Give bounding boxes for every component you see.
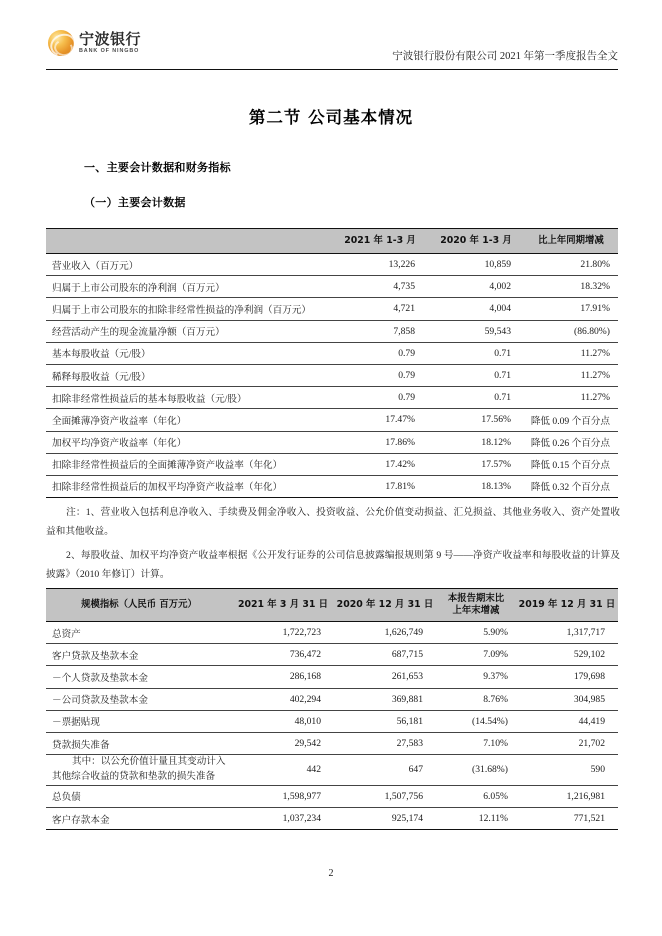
cell-2019-12-31: 21,702 — [516, 732, 618, 754]
cell-2020-12-31: 27,583 — [334, 732, 436, 754]
bank-name-cn: 宁波银行 — [79, 29, 142, 48]
note-2-text: 2、每股收益、加权平均净资产收益率根据《公开发行证券的公司信息披露编报规则第 9 号——净资产收益率和每股收益的计算及披露》（2010 年修订）计算。 — [46, 549, 620, 580]
cell-yoy: 11.27% — [524, 342, 618, 364]
cell-yoy: 降低 0.09 个百分点 — [524, 409, 618, 431]
cell-2021q1: 17.42% — [332, 453, 428, 475]
cell-2021q1: 7,858 — [332, 320, 428, 342]
column-header-yoy-change: 比上年同期增减 — [524, 229, 618, 254]
cell-change: (31.68%) — [436, 755, 516, 786]
row-label-line2: 其他综合收益的贷款和垫款的损失准备 — [52, 770, 216, 782]
cell-2021-03-31: 1,598,977 — [232, 785, 334, 807]
cell-yoy: 11.27% — [524, 387, 618, 409]
cell-yoy: 17.91% — [524, 298, 618, 320]
cell-2020q1: 0.71 — [428, 342, 524, 364]
cell-yoy: 21.80% — [524, 254, 618, 276]
header-divider — [46, 69, 618, 70]
table-notes — [46, 504, 620, 585]
cell-yoy: (86.80%) — [524, 320, 618, 342]
cell-2021q1: 13,226 — [332, 254, 428, 276]
cell-2020q1: 0.71 — [428, 364, 524, 386]
cell-2020-12-31: 925,174 — [334, 808, 436, 830]
cell-2020-12-31: 56,181 — [334, 710, 436, 732]
cell-2021-03-31: 402,294 — [232, 688, 334, 710]
row-label: －公司贷款及垫款本金 — [46, 688, 232, 710]
cell-change: 9.37% — [436, 666, 516, 688]
table-row — [46, 710, 618, 732]
accounting-data-table — [46, 228, 618, 498]
row-label: 归属于上市公司股东的扣除非经常性损益的净利润（百万元） — [46, 298, 332, 320]
cell-2020q1: 17.56% — [428, 409, 524, 431]
heading-main-accounting-data: 一、主要会计数据和财务指标 — [84, 161, 231, 174]
row-label: 总负债 — [46, 785, 232, 807]
cell-2020q1: 10,859 — [428, 254, 524, 276]
cell-yoy: 11.27% — [524, 364, 618, 386]
cell-change: 7.09% — [436, 644, 516, 666]
page-number: 2 — [328, 868, 334, 879]
cell-2019-12-31: 304,985 — [516, 688, 618, 710]
table-row — [46, 688, 618, 710]
cell-change: 8.76% — [436, 688, 516, 710]
cell-2021-03-31: 48,010 — [232, 710, 334, 732]
table-row — [46, 622, 618, 644]
table-row — [46, 644, 618, 666]
cell-2020-12-31: 1,626,749 — [334, 622, 436, 644]
column-header-period-change-line1: 本报告期末比 — [447, 593, 505, 605]
row-label: 客户存款本金 — [46, 808, 232, 830]
table-row — [46, 254, 618, 276]
table-row — [46, 785, 618, 807]
cell-2020q1: 0.71 — [428, 387, 524, 409]
column-header-2020q1: 2020 年 1-3 月 — [428, 229, 524, 254]
note-1-text: 注：1、营业收入包括利息净收入、手续费及佣金净收入、投资收益、公允价值变动损益、汇兑损益、其他业务收入、资产处置收益和其他收益。 — [46, 507, 620, 537]
table-row — [46, 755, 618, 786]
page-title: 第二节 公司基本情况 — [248, 108, 414, 127]
note-2 — [46, 547, 620, 585]
row-label: 全面摊薄净资产收益率（年化） — [46, 409, 332, 431]
cell-2019-12-31: 1,317,717 — [516, 622, 618, 644]
cell-2020q1: 4,002 — [428, 276, 524, 298]
cell-2021q1: 4,721 — [332, 298, 428, 320]
row-label: －票据贴现 — [46, 710, 232, 732]
row-label: 稀释每股收益（元/股） — [46, 364, 332, 386]
cell-2021-03-31: 29,542 — [232, 732, 334, 754]
cell-2019-12-31: 771,521 — [516, 808, 618, 830]
table-row — [46, 409, 618, 431]
cell-2021q1: 17.86% — [332, 431, 428, 453]
page-header — [46, 28, 618, 72]
bank-name-en: BANK OF NINGBO — [79, 47, 140, 54]
cell-2020q1: 18.13% — [428, 475, 524, 497]
cell-change: 7.10% — [436, 732, 516, 754]
cell-2021q1: 17.47% — [332, 409, 428, 431]
cell-2021-03-31: 1,722,723 — [232, 622, 334, 644]
column-header-2021q1: 2021 年 1-3 月 — [332, 229, 428, 254]
cell-change: 12.11% — [436, 808, 516, 830]
column-header-metric — [46, 229, 332, 254]
table-row — [46, 475, 618, 497]
cell-2019-12-31: 590 — [516, 755, 618, 786]
row-label: 扣除非经常性损益后的全面摊薄净资产收益率（年化） — [46, 453, 332, 475]
column-header-period-change-line2: 上年末增减 — [452, 605, 500, 616]
row-label: 扣除非经常性损益后的加权平均净资产收益率（年化） — [46, 475, 332, 497]
column-header-2021-03-31: 2021 年 3 月 31 日 — [232, 589, 334, 622]
row-label: 扣除非经常性损益后的基本每股收益（元/股） — [46, 387, 332, 409]
table-header-row — [46, 589, 618, 622]
cell-2020q1: 59,543 — [428, 320, 524, 342]
cell-2019-12-31: 179,698 — [516, 666, 618, 688]
cell-change: (14.54%) — [436, 710, 516, 732]
cell-2021q1: 0.79 — [332, 387, 428, 409]
cell-2019-12-31: 529,102 — [516, 644, 618, 666]
cell-yoy: 降低 0.15 个百分点 — [524, 453, 618, 475]
cell-2021q1: 17.81% — [332, 475, 428, 497]
row-label: 营业收入（百万元） — [46, 254, 332, 276]
column-header-2020-12-31: 2020 年 12 月 31 日 — [334, 589, 436, 622]
row-label: 归属于上市公司股东的净利润（百万元） — [46, 276, 332, 298]
cell-yoy: 降低 0.32 个百分点 — [524, 475, 618, 497]
column-header-2019-12-31: 2019 年 12 月 31 日 — [516, 589, 618, 622]
cell-change: 6.05% — [436, 785, 516, 807]
table-row — [46, 808, 618, 830]
cell-2020q1: 4,004 — [428, 298, 524, 320]
cell-2019-12-31: 1,216,981 — [516, 785, 618, 807]
scale-table-body — [46, 622, 618, 830]
table-row — [46, 342, 618, 364]
bank-logo — [48, 30, 141, 56]
cell-2021q1: 0.79 — [332, 364, 428, 386]
table-row — [46, 453, 618, 475]
cell-2021q1: 4,735 — [332, 276, 428, 298]
header-report-title: 宁波银行股份有限公司 2021 年第一季度报告全文 — [392, 51, 618, 62]
cell-2021-03-31: 442 — [232, 755, 334, 786]
cell-2020-12-31: 647 — [334, 755, 436, 786]
row-label: 客户贷款及垫款本金 — [46, 644, 232, 666]
row-label: 基本每股收益（元/股） — [46, 342, 332, 364]
note-1 — [46, 504, 620, 542]
table-row — [46, 666, 618, 688]
cell-2020q1: 18.12% — [428, 431, 524, 453]
cell-yoy: 降低 0.26 个百分点 — [524, 431, 618, 453]
cell-2020-12-31: 369,881 — [334, 688, 436, 710]
row-label: 加权平均净资产收益率（年化） — [46, 431, 332, 453]
table-row — [46, 732, 618, 754]
row-label: 总资产 — [46, 622, 232, 644]
bank-logo-text — [79, 29, 142, 54]
cell-2021q1: 0.79 — [332, 342, 428, 364]
table-header-row — [46, 229, 618, 254]
cell-2021-03-31: 736,472 — [232, 644, 334, 666]
cell-2020q1: 17.57% — [428, 453, 524, 475]
table-row — [46, 431, 618, 453]
column-header-scale-metric: 规模指标（人民币 百万元） — [46, 589, 232, 622]
table-row — [46, 320, 618, 342]
cell-yoy: 18.32% — [524, 276, 618, 298]
cell-2020-12-31: 687,715 — [334, 644, 436, 666]
row-label: 经营活动产生的现金流量净额（百万元） — [46, 320, 332, 342]
row-label: 贷款损失准备 — [46, 732, 232, 754]
cell-2021-03-31: 286,168 — [232, 666, 334, 688]
row-label: －个人贷款及垫款本金 — [46, 666, 232, 688]
row-label-line1: 其中：以公允价值计量且其变动计入 — [72, 756, 226, 768]
table-row — [46, 276, 618, 298]
column-header-period-change — [436, 589, 516, 622]
cell-2020-12-31: 261,653 — [334, 666, 436, 688]
row-label — [46, 755, 232, 786]
cell-2019-12-31: 44,419 — [516, 710, 618, 732]
accounting-table-body — [46, 254, 618, 498]
bank-logo-icon — [48, 30, 74, 56]
table-row — [46, 387, 618, 409]
cell-2020-12-31: 1,507,756 — [334, 785, 436, 807]
cell-change: 5.90% — [436, 622, 516, 644]
scale-indicators-table — [46, 588, 618, 830]
heading-sub-accounting-data: （一）主要会计数据 — [84, 196, 186, 209]
table-row — [46, 298, 618, 320]
cell-2021-03-31: 1,037,234 — [232, 808, 334, 830]
table-row — [46, 364, 618, 386]
